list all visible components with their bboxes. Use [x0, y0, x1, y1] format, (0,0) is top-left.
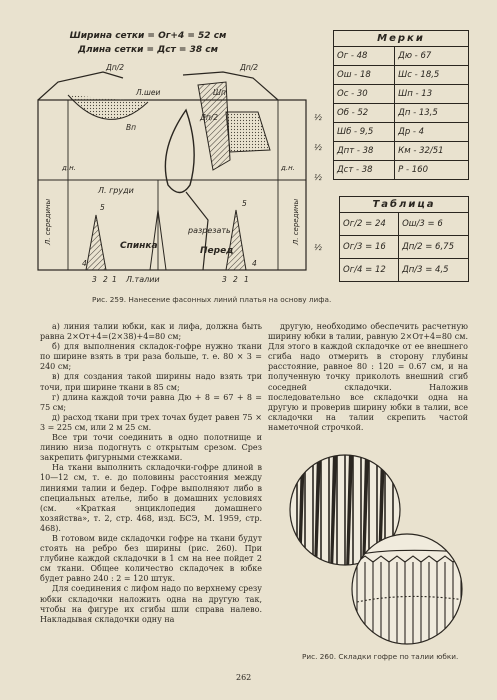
measurements-cell: Шб - 9,5 — [334, 123, 395, 142]
point-3: 3 — [92, 275, 97, 284]
back-shoulder-line — [38, 72, 123, 100]
grid-length-label: Длина сетки = Дст = 38 см — [78, 45, 218, 55]
label-waist-line: Л.талии — [126, 275, 160, 284]
point-5b: 5 — [242, 199, 247, 208]
label-half-b: ½ — [314, 143, 322, 152]
label-half-a: ½ — [314, 113, 322, 122]
label-dp2-left: Дп/2 — [106, 63, 125, 72]
label-center-front: Л. середины — [292, 198, 300, 245]
measurements-cell: Км - 32/51 — [395, 142, 469, 161]
point-4b: 4 — [252, 259, 257, 268]
label-dn-right: д.н. — [281, 164, 295, 172]
ratio-grid — [339, 212, 469, 282]
measurements-row — [334, 85, 469, 104]
ratio-row — [340, 236, 469, 259]
label-shp: Шп — [213, 88, 226, 97]
label-bust-line: Л. груди — [98, 186, 134, 195]
ratio-cell: Ог/3 = 16 — [340, 236, 399, 259]
figure-260-pleats — [285, 452, 475, 647]
label-neck-line: Л.шеи — [136, 88, 161, 97]
ratio-row — [340, 213, 469, 236]
point-2: 2 — [103, 275, 108, 284]
paragraph: Все три точи соединить в одно полотнище и линию низа подогнуть с открытым срезом. Срез закрепить фигурными стежками. — [40, 433, 262, 463]
measurements-cell: Др - 4 — [395, 123, 469, 142]
left-text-column — [40, 322, 262, 625]
point-4: 4 — [82, 259, 87, 268]
figure-259-caption: Рис. 259. Нанесение фасонных линий платья на основу лифа. — [92, 295, 332, 304]
figure-259-pattern-draft — [8, 20, 323, 290]
ratio-cell: Ош/3 = 6 — [399, 213, 469, 236]
point-1b: 1 — [244, 275, 249, 284]
measurements-row — [334, 47, 469, 66]
measurements-cell: Дст - 38 — [334, 161, 395, 180]
measurements-cell: Шп - 13 — [395, 85, 469, 104]
ratio-cell: Дп/3 = 4,5 — [399, 259, 469, 282]
paragraph: а) линия талии юбки, как и лифа, должна быть равна 2×От+4=(2×38)+4=80 см; — [40, 322, 262, 342]
measurements-row — [334, 142, 469, 161]
measurements-cell: Р - 160 — [395, 161, 469, 180]
measurements-row — [334, 123, 469, 142]
front-dart — [226, 210, 246, 270]
measurements-table — [333, 30, 469, 180]
paragraph: другую, необходимо обеспечить расчетную ширину юбки в талии, равную 2×От+4=80 см. Для этого в каждой складочке от ее внешнего сгиба надо отмерить в сторону глубины расстояние, равное 80 : 120 = 0.67 см, и на полученную точку приколоть внешний сгиб соседней складочки. Наложив последовательно все складочки одна на другую и проверив ширину юбки в талии, все складочки на талии скрепить частой наметочной строчкой. — [268, 322, 468, 432]
pleats-drawing — [285, 452, 475, 647]
front-shoulder-line — [183, 72, 278, 100]
label-vp: Вп — [126, 123, 137, 132]
label-dp2-right: Дп/2 — [240, 63, 259, 72]
ratio-table-title: Таблица — [339, 196, 469, 212]
draft-grid-frame — [38, 100, 306, 270]
ratio-table — [339, 196, 469, 282]
paragraph: б) для выполнения складок-гофре нужно ткани по ширине взять в три раза больше, т. е. 80 × 3 = 240 см; — [40, 342, 262, 372]
label-dn-left: д.н. — [62, 164, 76, 172]
measurements-cell: Ог - 48 — [334, 47, 395, 66]
label-half-c: ½ — [314, 173, 322, 182]
label-back: Спинка — [120, 241, 158, 251]
paragraph: г) длина каждой точи равна Дю + 8 = 67 + 8 = 75 см; — [40, 392, 262, 412]
back-dart — [86, 215, 106, 270]
paragraph: Для соединения с лифом надо по верхнему срезу юбки складочки наложить одна на другую так, чтобы на фигуре их сгибы шли справа налево. Накладывая складочки одну на — [40, 584, 262, 624]
ratio-row — [340, 259, 469, 282]
ratio-cell: Ог/4 = 12 — [340, 259, 399, 282]
measurements-table-title: Мерки — [333, 30, 469, 46]
measurements-grid — [333, 46, 469, 180]
point-1: 1 — [112, 275, 117, 284]
measurements-row — [334, 66, 469, 85]
back-yoke-dotted — [68, 95, 148, 119]
grid-width-label: Ширина сетки = Ог+4 = 52 см — [69, 31, 227, 41]
label-dp2-mid: Дп/2 — [200, 113, 219, 122]
measurements-cell: Ос - 30 — [334, 85, 395, 104]
measurements-cell: Шс - 18,5 — [395, 66, 469, 85]
measurements-cell: Дп - 13,5 — [395, 104, 469, 123]
paragraph: На ткани выполнить складочки-гофре длиной в 10—12 см, т. е. до половины расстояния между линиями талии и бедер. Гофре выполняют либо в специальных ателье, либо в домашних условиях (см. «Краткая энциклопедия домашнего хозяйства», т. 2, стр. 468, изд. БСЭ, М. 1959, стр. 468). — [40, 463, 262, 533]
measurements-row — [334, 104, 469, 123]
label-half-d: ½ — [314, 243, 322, 252]
ratio-cell: Ог/2 = 24 — [340, 213, 399, 236]
paragraph: д) расход ткани при трех точах будет равен 75 × 3 = 225 см, или 2 м 25 см. — [40, 412, 262, 432]
ratio-cell: Дп/2 = 6,75 — [399, 236, 469, 259]
measurements-cell: Об - 52 — [334, 104, 395, 123]
label-front: Перед — [200, 246, 234, 256]
right-text-column — [268, 322, 468, 433]
paragraph: В готовом виде складочки гофре на ткани будут стоять на ребро без ширины (рис. 260). При глубине каждой складочки в 1 см на нее пойдет 2 см ткани. Общее количество складочек в юбке будет равно 240 : 2 = 120 штук. — [40, 533, 262, 584]
measurements-cell: Ош - 18 — [334, 66, 395, 85]
measurements-row — [334, 161, 469, 180]
bodice-draft-drawing — [8, 20, 323, 290]
measurements-cell: Дпт - 38 — [334, 142, 395, 161]
point-2b: 2 — [233, 275, 238, 284]
point-3b: 3 — [222, 275, 227, 284]
paragraph: в) для создания такой ширины надо взять три точи, при ширине ткани в 85 см; — [40, 372, 262, 392]
measurements-cell: Дю - 67 — [395, 47, 469, 66]
label-cut: разрезать — [188, 226, 231, 235]
figure-260-caption: Рис. 260. Складки гофре по талии юбки. — [302, 652, 459, 661]
page-number: 262 — [236, 673, 252, 682]
label-center-back: Л. середины — [44, 198, 52, 245]
point-5: 5 — [100, 203, 105, 212]
front-yoke-dotted — [226, 112, 270, 152]
